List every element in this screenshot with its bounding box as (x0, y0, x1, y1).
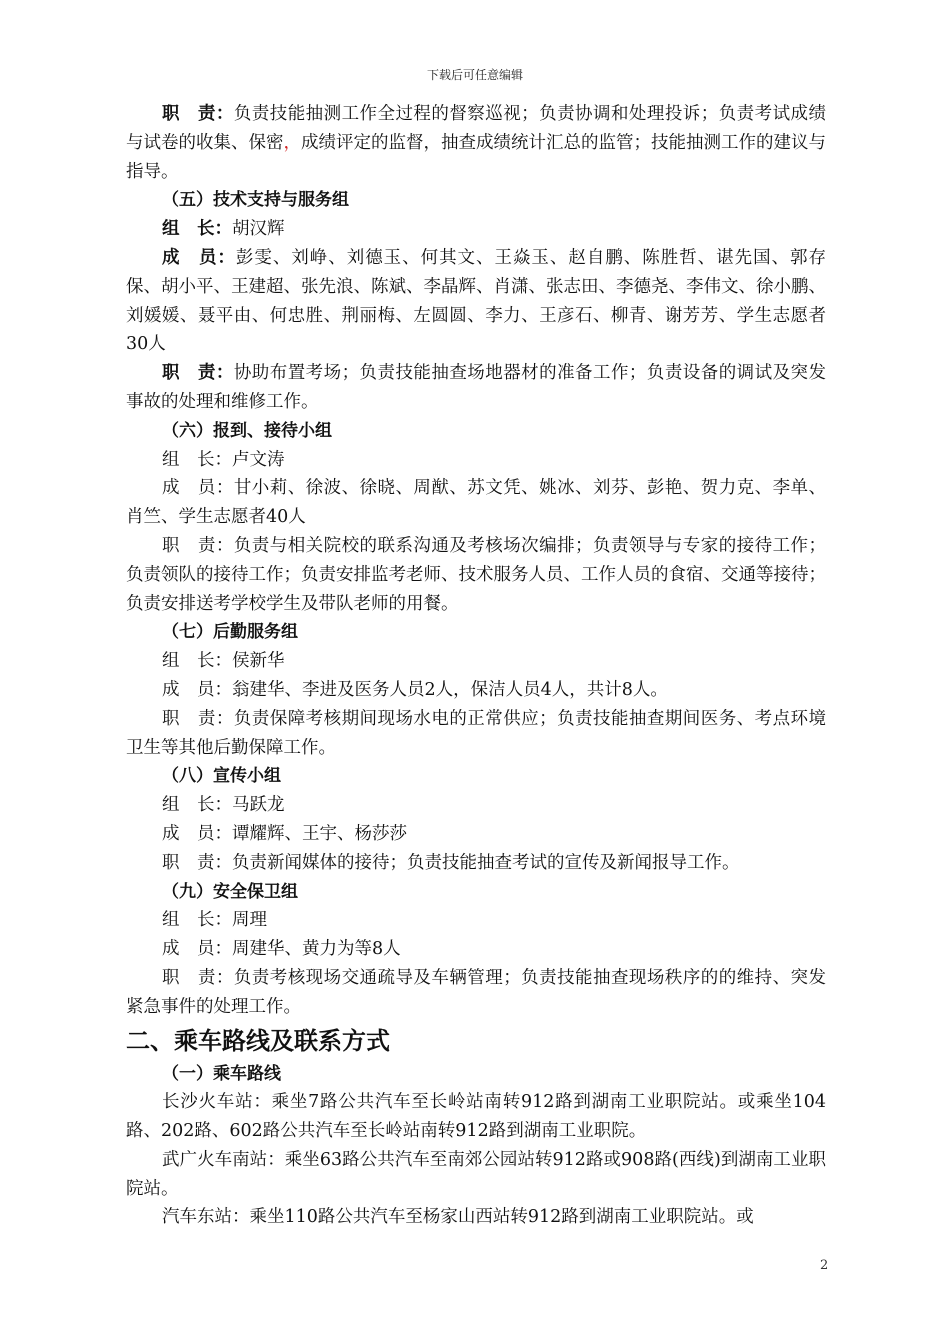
route-paragraph: 武广火车南站：乘坐63路公共汽车至南郊公园站转912路或908路(西线)到湖南工业职院站。 (126, 1149, 826, 1199)
group-9-leader (126, 906, 826, 935)
leader-name: 周理 (232, 910, 267, 931)
page-number: 2 (820, 1258, 829, 1273)
leader-label: 组 长： (162, 795, 232, 816)
duty-label: 职 责： (162, 708, 234, 729)
group-7-duty (126, 705, 826, 763)
group-7-members (126, 676, 826, 705)
red-comma: ， (283, 132, 301, 153)
group-5-leader (126, 215, 826, 244)
duty-text: 负责新闻媒体的接待；负责技能抽查考试的宣传及新闻报导工作。 (232, 852, 740, 873)
group-6-duty (126, 532, 826, 618)
members-list: 周建华、黄力为等8人 (232, 939, 401, 960)
group-5-title: （五）技术支持与服务组 (162, 190, 349, 211)
section-2-heading: 二、乘车路线及联系方式 (126, 1026, 390, 1055)
duty-label: 职 责： (162, 535, 234, 556)
duty-text: 协助布置考场；负责技能抽查场地器材的准备工作；负责设备的调试及突发事故的处理和维修工作。 (126, 363, 827, 412)
group-6-members (126, 474, 826, 532)
group-8-duty (126, 849, 826, 878)
group-7-title: （七）后勤服务组 (162, 622, 298, 643)
leader-label: 组 长： (162, 219, 232, 240)
group-9-members (126, 935, 826, 964)
duty-text: 负责保障考核期间现场水电的正常供应；负责技能抽查期间医务、考点环境卫生等其他后勤保障工作。 (126, 708, 827, 758)
group-5-duty (126, 359, 826, 417)
document-body (126, 100, 826, 1232)
duty-paragraph (126, 100, 826, 186)
group-5-members (126, 244, 826, 359)
leader-label: 组 长： (162, 651, 232, 672)
members-label: 成 员： (162, 939, 232, 960)
route-paragraph: 汽车东站：乘坐110路公共汽车至杨家山西站转912路到湖南工业职院站。或 (162, 1207, 754, 1228)
leader-label: 组 长： (162, 449, 232, 470)
leader-label: 组 长： (162, 910, 232, 931)
duty-label: 职 责： (162, 852, 232, 873)
members-label: 成 员： (162, 478, 234, 499)
group-6-leader (126, 446, 826, 475)
group-8-leader (126, 791, 826, 820)
route-paragraph: 长沙火车站：乘坐7路公共汽车至长岭站南转912路到湖南工业职院站。或乘坐104路、202路、602路公共汽车至长岭站南转912路到湖南工业职院。 (126, 1092, 826, 1142)
duty-text-cont: 成绩评定的监督，抽查成绩统计汇总的监管；技能抽测工作的建议与指导。 (126, 132, 826, 182)
leader-name: 胡汉辉 (232, 219, 285, 240)
duty-text: 负责技能抽测工作全过程的督察巡视；负责协调和处理投诉；负责考试成绩与试卷的收集、保密 (126, 104, 827, 153)
duty-text: 负责与相关院校的联系沟通及考核场次编排；负责领导与专家的接待工作；负责领队的接待工作；负责安排监考老师、技术服务人员、工作人员的食宿、交通等接待；负责安排送考学校学生及带队老师的用餐。 (126, 535, 827, 614)
duty-label: 职 责： (162, 363, 234, 384)
group-6-title: （六）报到、接待小组 (162, 420, 332, 441)
members-label: 成 员： (162, 247, 236, 268)
section-2-subheading: （一）乘车路线 (162, 1063, 281, 1084)
group-9-duty (126, 964, 826, 1022)
members-label: 成 员： (162, 679, 232, 700)
group-9-title: （九）安全保卫组 (162, 881, 298, 902)
duty-label: 职 责： (162, 104, 234, 124)
leader-name: 卢文涛 (232, 449, 285, 470)
duty-label: 职 责： (162, 967, 234, 988)
members-list: 翁建华、李进及医务人员2人，保洁人员4人，共计8人。 (232, 679, 668, 700)
page-header: 下载后可任意编辑 (426, 68, 523, 82)
members-list: 彭雯、刘峥、刘德玉、何其文、王焱玉、赵自鹏、陈胜哲、谌先国、郭存保、胡小平、王建超、张先浪、陈斌、李晶辉、肖潇、张志田、李德尧、李伟文、徐小鹏、刘媛媛、聂平由、何忠胜、荆丽梅、左圆圆、李力、王彦石、柳青、谢芳芳、学生志愿者30人 (126, 247, 827, 355)
duty-text: 负责考核现场交通疏导及车辆管理；负责技能抽查现场秩序的的维持、突发紧急事件的处理工作。 (126, 967, 827, 1017)
members-list: 甘小莉、徐波、徐晓、周猷、苏文凭、姚冰、刘芬、彭艳、贺力克、李单、肖竺、学生志愿者40人 (126, 478, 827, 528)
group-8-title: （八）宣传小组 (162, 766, 281, 787)
members-list: 谭耀辉、王宇、杨莎莎 (232, 823, 407, 844)
group-8-members (126, 820, 826, 849)
group-7-leader (126, 647, 826, 676)
leader-name: 侯新华 (232, 651, 285, 672)
members-label: 成 员： (162, 823, 232, 844)
leader-name: 马跃龙 (232, 795, 285, 816)
